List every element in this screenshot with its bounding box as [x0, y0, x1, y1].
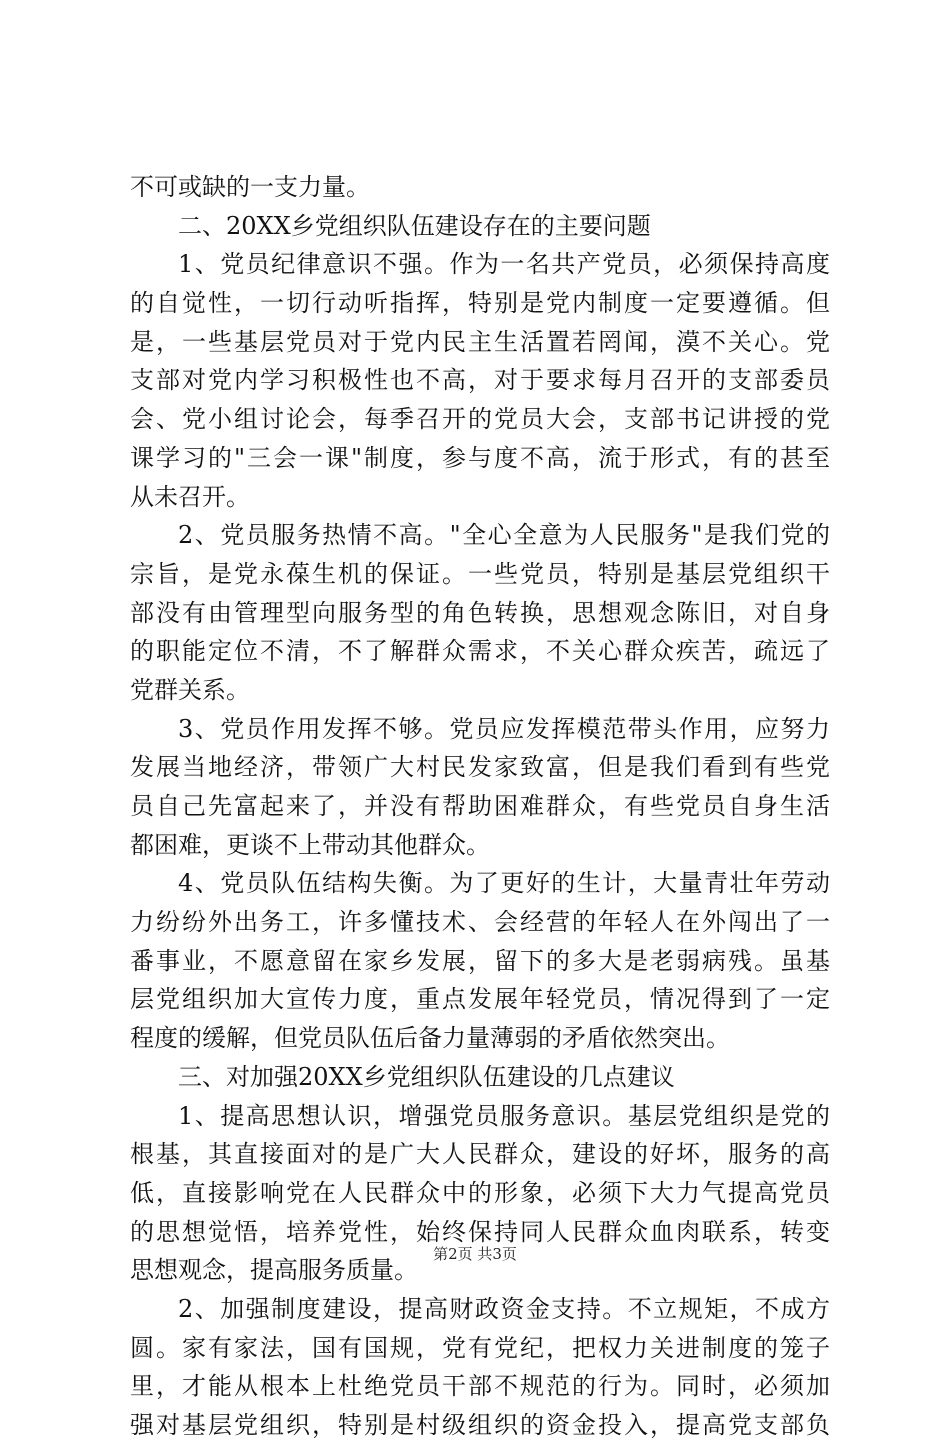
text-line: 发展当地经济，带领广大村民发家致富，但是我们看到有些党 — [130, 753, 830, 782]
text-line: 课学习的"三会一课"制度，参与度不高，流于形式，有的甚至 — [130, 443, 830, 472]
text-line: 不可或缺的一支力量。 — [130, 173, 370, 201]
text-line: 从未召开。 — [130, 482, 250, 511]
text-line: 1、提高思想认识，增强党员服务意识。基层党组织是党的 — [178, 1101, 830, 1130]
text-line: 的职能定位不清，不了解群众需求，不关心群众疾苦，疏远了 — [130, 637, 830, 666]
text-line: 支部对党内学习积极性也不高，对于要求每月召开的支部委员 — [130, 366, 830, 395]
text-line: 层党组织加大宣传力度，重点发展年轻党员，情况得到了一定 — [130, 985, 830, 1014]
text-line: 思想观念，提高服务质量。 — [130, 1256, 418, 1285]
text-line: 里，才能从根本上杜绝党员干部不规范的行为。同时，必须加 — [130, 1372, 830, 1401]
text-line: 党群关系。 — [130, 675, 250, 704]
text-line: 部没有由管理型向服务型的角色转换，思想观念陈旧，对自身 — [130, 598, 830, 627]
text-line: 圆。家有家法，国有国规，党有党纪，把权力关进制度的笼子 — [130, 1333, 830, 1362]
text-line: 2、加强制度建设，提高财政资金支持。不立规矩，不成方 — [178, 1294, 830, 1323]
text-line: 根基，其直接面对的是广大人民群众，建设的好坏，服务的高 — [130, 1140, 830, 1169]
text-line: 都困难，更谈不上带动其他群众。 — [130, 830, 490, 859]
text-line: 二、20XX乡党组织队伍建设存在的主要问题 — [178, 211, 651, 240]
text-line: 2、党员服务热情不高。"全心全意为人民服务"是我们党的 — [178, 521, 830, 550]
text-line: 是，一些基层党员对于党内民主生活置若罔闻，漠不关心。党 — [130, 327, 830, 356]
text-line: 员自己先富起来了，并没有帮助困难群众，有些党员自身生活 — [130, 792, 830, 820]
text-line: 的自觉性，一切行动听指挥，特别是党内制度一定要遵循。但 — [130, 289, 830, 318]
text-line: 三、对加强20XX乡党组织队伍建设的几点建议 — [178, 1062, 675, 1091]
text-line: 力纷纷外出务工，许多懂技术、会经营的年轻人在外闯出了一 — [130, 908, 830, 937]
page-footer: 第2页 共3页 — [433, 1245, 517, 1263]
text-line: 3、党员作用发挥不够。党员应发挥模范带头作用，应努力 — [178, 714, 830, 743]
text-line: 强对基层党组织，特别是村级组织的资金投入，提高党支部负 — [130, 1411, 830, 1439]
text-line: 程度的缓解，但党员队伍后备力量薄弱的矛盾依然突出。 — [130, 1024, 730, 1053]
text-line: 会、党小组讨论会，每季召开的党员大会，支部书记讲授的党 — [130, 405, 830, 434]
text-line: 1、党员纪律意识不强。作为一名共产党员，必须保持高度 — [178, 250, 830, 279]
text-line: 低，直接影响党在人民群众中的形象，必须下大力气提高党员 — [130, 1178, 830, 1207]
text-line: 的思想觉悟，培养党性，始终保持同人民群众血肉联系，转变 — [130, 1217, 830, 1246]
text-line: 番事业，不愿意留在家乡发展，留下的多大是老弱病残。虽基 — [130, 946, 830, 975]
text-line: 4、党员队伍结构失衡。为了更好的生计，大量青壮年劳动 — [178, 869, 830, 898]
text-line: 宗旨，是党永葆生机的保证。一些党员，特别是基层党组织干 — [130, 559, 830, 588]
